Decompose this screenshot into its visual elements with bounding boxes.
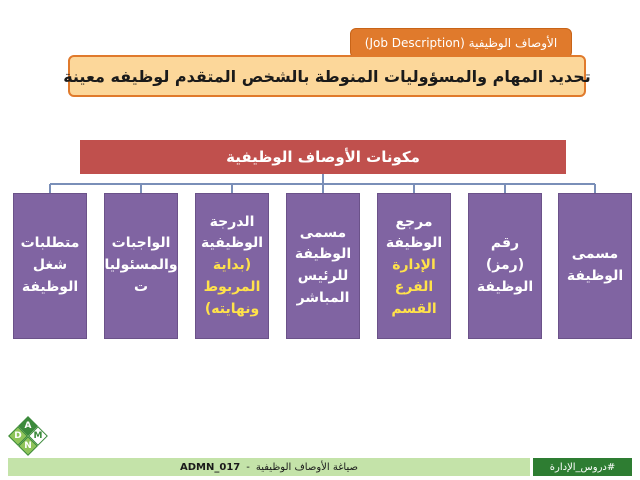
component-line: الوظيفة bbox=[476, 278, 534, 295]
component-line: المباشر bbox=[296, 289, 350, 306]
component-highlight-line: ونهايته) bbox=[204, 300, 260, 317]
component-line: الوظيفة bbox=[21, 278, 79, 295]
component-highlight-line: الفرع bbox=[394, 278, 434, 295]
component-line: مسمى bbox=[299, 224, 347, 241]
component-highlight-line: المربوط bbox=[203, 278, 261, 295]
section-tab-label: الأوصاف الوظيفية (Job Description) bbox=[364, 36, 558, 50]
component-line: ت bbox=[133, 278, 149, 295]
component-highlight-line: (بداية bbox=[212, 257, 252, 274]
component-line: متطلبات bbox=[20, 235, 80, 252]
component-line: الوظيفة bbox=[294, 246, 352, 263]
component-line: الدرجة bbox=[209, 213, 255, 230]
component-line: الوظيفة bbox=[385, 235, 443, 252]
component-job-grade bbox=[195, 193, 269, 339]
component-supervisor-title bbox=[286, 193, 360, 339]
component-line: والمسئوليا bbox=[104, 257, 178, 274]
logo-letter: N bbox=[24, 441, 32, 451]
hashtag-badge bbox=[533, 458, 632, 476]
logo-letter: M bbox=[33, 431, 43, 441]
admn-logo bbox=[8, 418, 48, 458]
components-header-label: مكونات الأوصاف الوظيفية bbox=[226, 148, 420, 166]
logo-letter: D bbox=[14, 431, 22, 441]
component-line: الواجبات bbox=[111, 235, 171, 252]
component-job-reference bbox=[377, 193, 451, 339]
component-line: الوظيفية bbox=[201, 235, 264, 252]
component-job-code bbox=[468, 193, 542, 339]
hashtag-label: #دروس_الإدارة bbox=[549, 461, 616, 473]
component-job-requirements bbox=[13, 193, 87, 339]
component-line: مرجع bbox=[395, 213, 433, 230]
component-job-title bbox=[558, 193, 632, 339]
component-line: الوظيفة bbox=[566, 268, 624, 284]
component-highlight-line: القسم bbox=[391, 300, 437, 317]
component-highlight-line: الإدارة bbox=[392, 257, 436, 274]
component-duties bbox=[104, 193, 178, 339]
footer-code: ADMN_017 bbox=[180, 461, 241, 473]
footer-bar bbox=[8, 458, 530, 476]
component-line: مسمى bbox=[571, 246, 619, 263]
footer-title: صياغة الأوصاف الوظيفية bbox=[255, 461, 358, 473]
definition-text: تحديد المهام والمسؤوليات المنوطة بالشخص المتقدم لوظيفه معينة bbox=[63, 66, 591, 86]
footer-separator: - bbox=[246, 461, 250, 473]
component-line: للرئيس bbox=[297, 268, 349, 284]
logo-letter: A bbox=[24, 421, 32, 431]
component-line: شغل bbox=[32, 257, 68, 274]
component-line: رقم (رمز) bbox=[485, 235, 525, 274]
